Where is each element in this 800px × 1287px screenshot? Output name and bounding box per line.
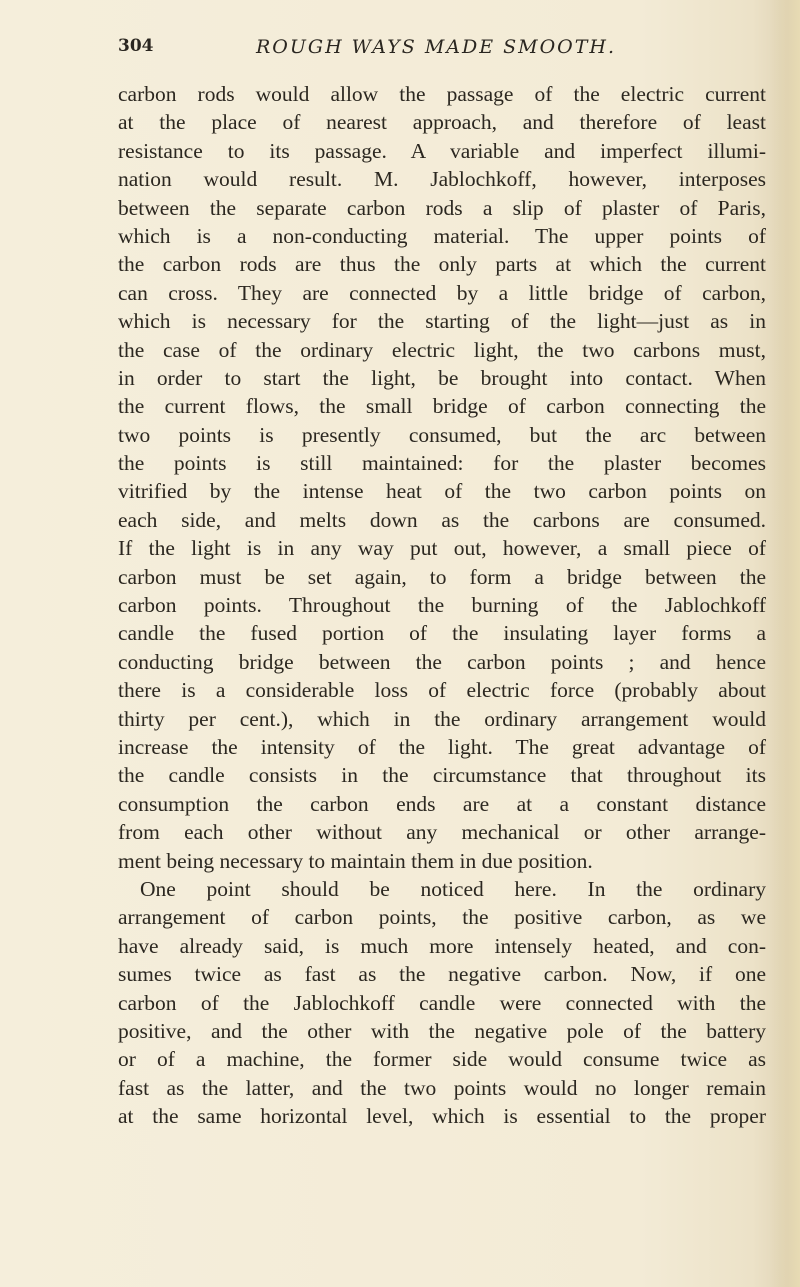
running-title: ROUGH WAYS MADE SMOOTH. [256, 36, 617, 58]
text-line: can cross. They are connected by a little bridge of carbon, [118, 280, 766, 305]
text-line: positive, and the other with the negative pole of the battery [118, 1018, 766, 1043]
text-line: ment being necessary to maintain them in due position. [118, 848, 593, 873]
text-line: the current flows, the small bridge of carbon connecting the [118, 394, 766, 419]
text-line: One point should be noticed here. In the ordinary [140, 876, 766, 901]
text-line: from each other without any mechanical or other arrange- [118, 820, 766, 845]
text-line: which is a non-conducting material. The upper points of [118, 223, 766, 248]
text-line: have already said, is much more intensely heated, and con- [118, 933, 766, 958]
text-line: carbon rods would allow the passage of the electric current [118, 82, 766, 106]
text-line: the case of the ordinary electric light, the two carbons must, [118, 337, 766, 362]
body-text [118, 80, 766, 1130]
text-line: candle the fused portion of the insulating layer forms a [118, 621, 766, 646]
text-line: carbon of the Jablochkoff candle were connected with the [118, 990, 766, 1015]
text-line: carbon points. Throughout the burning of the Jablochkoff [118, 593, 766, 618]
text-line: the points is still maintained: for the plaster becomes [118, 451, 766, 476]
text-line: arrangement of carbon points, the positive carbon, as we [118, 905, 766, 930]
text-line: thirty per cent.), which in the ordinary arrangement would [118, 706, 766, 731]
page-edge-shading [770, 0, 800, 1287]
text-line: carbon must be set again, to form a bridge between the [118, 564, 766, 589]
text-line: vitrified by the intense heat of the two carbon points on [118, 479, 766, 504]
text-line: the candle consists in the circumstance that throughout its [118, 763, 766, 788]
text-line: two points is presently consumed, but the arc between [118, 422, 766, 447]
text-line: between the separate carbon rods a slip of plaster of Paris, [118, 195, 766, 220]
text-line: in order to start the light, be brought into contact. When [118, 365, 766, 390]
text-line: resistance to its passage. A variable and imperfect illumi- [118, 138, 766, 163]
text-line: conducting bridge between the carbon points ; and hence [118, 649, 766, 674]
page-header [118, 36, 758, 70]
text-line: the carbon rods are thus the only parts at which the current [118, 252, 766, 277]
text-line: each side, and melts down as the carbons are consumed. [118, 507, 766, 532]
text-line: or of a machine, the former side would consume twice as [118, 1047, 766, 1072]
text-line: nation would result. M. Jablochkoff, however, interposes [118, 167, 766, 192]
text-line: which is necessary for the starting of the light—just as in [118, 309, 766, 334]
text-line: sumes twice as fast as the negative carbon. Now, if one [118, 962, 766, 987]
text-line: increase the intensity of the light. The great advantage of [118, 734, 766, 759]
text-line: consumption the carbon ends are at a constant distance [118, 791, 766, 816]
text-line: at the same horizontal level, which is essential to the proper [118, 1104, 766, 1129]
text-line: at the place of nearest approach, and therefore of least [118, 110, 766, 135]
page-number: 304 [118, 36, 154, 56]
text-line: If the light is in any way put out, however, a small piece of [118, 536, 766, 561]
text-line: there is a considerable loss of electric force (probably about [118, 678, 766, 703]
text-line: fast as the latter, and the two points would no longer remain [118, 1075, 766, 1100]
